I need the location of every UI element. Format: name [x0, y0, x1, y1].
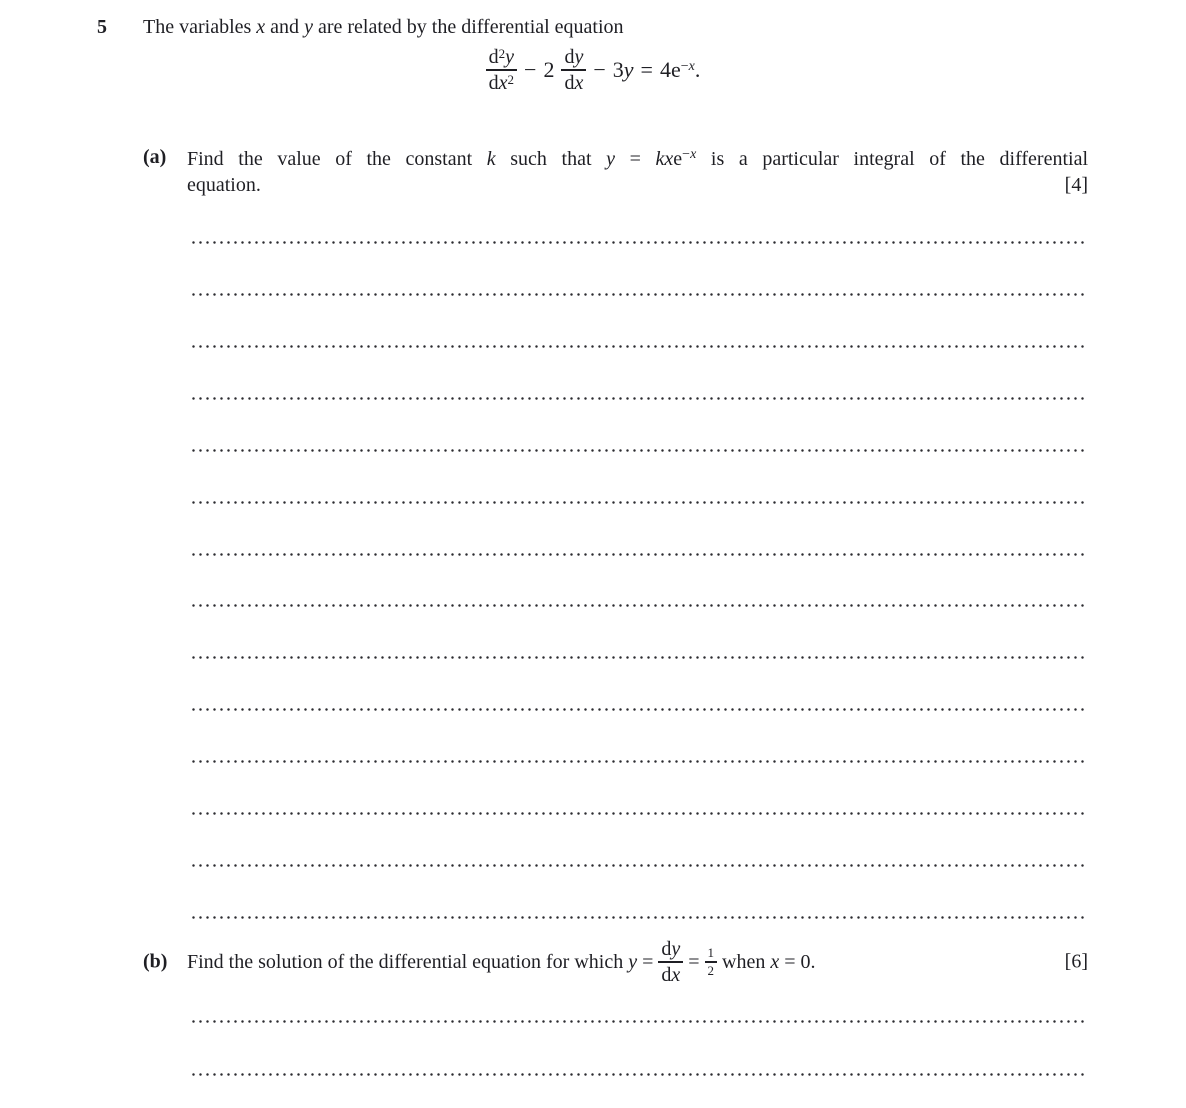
fraction-bar — [658, 961, 683, 963]
answer-dotted-line — [190, 553, 1086, 556]
constant-k: k — [486, 148, 496, 170]
part-a-body — [187, 146, 1088, 198]
part-b-marks: [6] — [1064, 950, 1088, 973]
variable-x: x — [256, 16, 266, 38]
coefficient-2: 2 — [543, 57, 555, 82]
variable-y: y — [304, 16, 313, 38]
fraction-numerator: $d^2y$ — [488, 46, 515, 68]
exponent-minus-x: −x — [680, 59, 695, 74]
answer-dotted-line — [190, 397, 1086, 400]
fraction-numerator: dy — [661, 938, 681, 960]
part-b-question-text: Find the solution of the differential equation for which y = $\frac{dy}{dx}$ = $\frac{1}{2}$ when x = 0. — [187, 938, 816, 986]
intro-text: and — [265, 16, 305, 38]
question-intro — [143, 16, 624, 39]
answer-dotted-line — [190, 708, 1086, 711]
intro-text: The variables — [143, 16, 257, 38]
part-b — [143, 933, 1088, 991]
variable-y: y — [628, 950, 638, 973]
fraction-dy-dx — [658, 938, 683, 986]
variable-y: y — [606, 148, 616, 170]
term-kx: kx — [655, 148, 674, 170]
part-b-label: (b) — [143, 950, 168, 973]
fraction-d2y-dx2 — [486, 46, 517, 94]
part-a-question-text: Find the value of the constant k such that y = kxe$^{-x}$ is a particular integral of the differential — [187, 147, 1088, 170]
answer-dotted-line — [190, 1073, 1086, 1076]
part-a-marks: [4] — [1064, 174, 1088, 196]
answer-dotted-line — [190, 864, 1086, 867]
term-3y: 3y — [612, 57, 634, 82]
fraction-denominator: dx — [564, 72, 584, 94]
part-a — [143, 146, 1088, 198]
fraction-denominator: 2 — [707, 962, 715, 978]
part-a-question-text-line2 — [187, 172, 1088, 198]
answer-dotted-line — [190, 501, 1086, 504]
answer-dotted-line — [190, 345, 1086, 348]
answer-dotted-line — [190, 241, 1086, 244]
fraction-one-half — [705, 946, 718, 978]
part-a-label: (a) — [143, 146, 167, 168]
answer-dotted-line — [190, 812, 1086, 815]
exponent-minus-x: −x — [682, 147, 697, 162]
rhs-term: $4e^{-x}$. — [659, 57, 701, 82]
answer-dotted-line — [190, 656, 1086, 659]
answer-dotted-line — [190, 916, 1086, 919]
variable-x: x — [770, 950, 780, 973]
minus-operator: − — [524, 57, 537, 82]
fraction-bar — [561, 69, 586, 71]
minus-operator: − — [593, 57, 606, 82]
answer-dotted-line — [190, 604, 1086, 607]
question-number: 5 — [97, 16, 107, 38]
fraction-dy-dx — [561, 46, 586, 94]
equals-sign: = — [640, 57, 653, 82]
fraction-numerator: dy — [564, 46, 584, 68]
fraction-denominator: $dx^2$ — [488, 72, 515, 94]
fraction-numerator: 1 — [707, 944, 715, 960]
intro-text: are related by the differential equation — [312, 16, 624, 38]
fraction-denominator: dx — [661, 964, 681, 986]
answer-dotted-line — [190, 1020, 1086, 1023]
differential-equation — [0, 46, 1186, 94]
answer-dotted-line — [190, 760, 1086, 763]
answer-dotted-line — [190, 293, 1086, 296]
fraction-bar — [486, 69, 517, 71]
part-a-text-end: equation. — [187, 174, 261, 196]
answer-dotted-line — [190, 449, 1086, 452]
